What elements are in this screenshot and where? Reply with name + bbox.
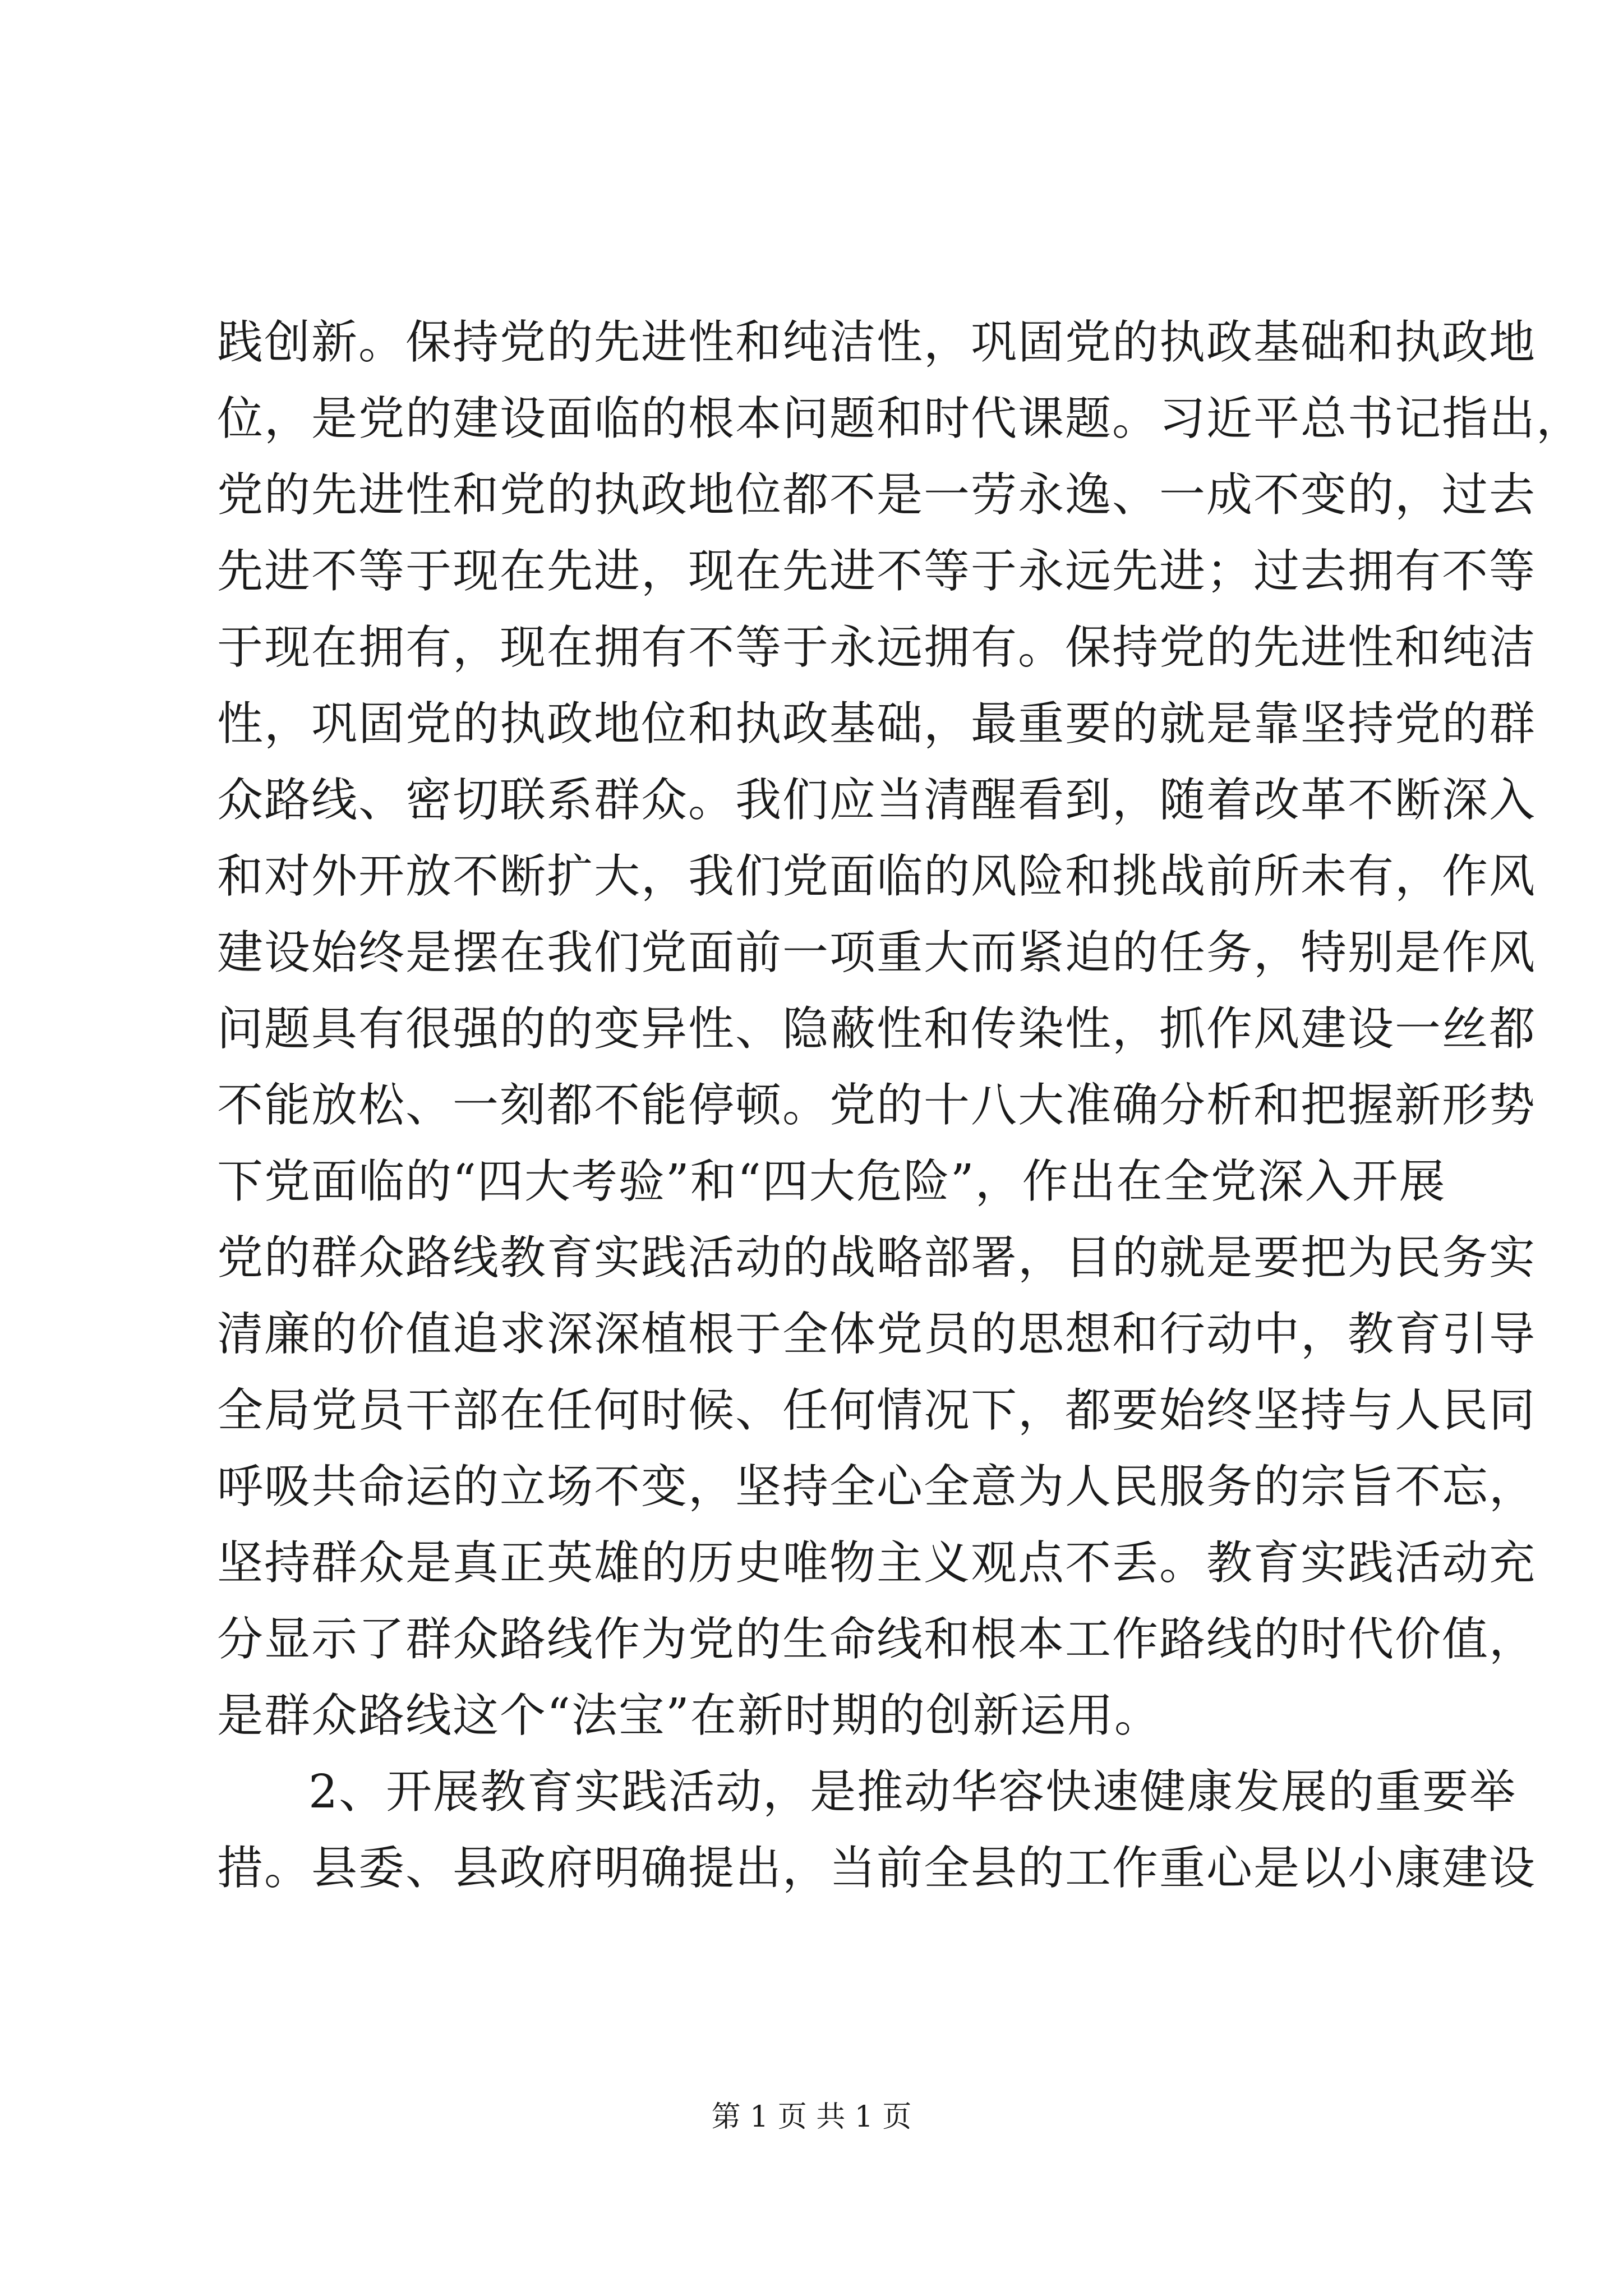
body-line: 先进不等于现在先进，现在先进不等于永远先进；过去拥有不等 [217, 545, 1537, 598]
body-line: 于现在拥有，现在拥有不等于永远拥有。保持党的先进性和纯洁 [217, 621, 1537, 674]
body-line: 坚持群众是真正英雄的历史唯物主义观点不丢。教育实践活动充 [217, 1536, 1537, 1590]
paragraph-start-line: 2、开展教育实践活动，是推动华容快速健康发展的重要举 [308, 1765, 1517, 1819]
body-line: 全局党员干部在任何时候、任何情况下，都要始终坚持与人民同 [217, 1384, 1537, 1437]
body-line: 性，巩固党的执政地位和执政基础，最重要的就是靠坚持党的群 [217, 697, 1537, 751]
body-line: 清廉的价值追求深深植根于全体党员的思想和行动中，教育引导 [217, 1308, 1537, 1361]
body-line: 和对外开放不断扩大，我们党面临的风险和挑战前所未有，作风 [217, 850, 1537, 903]
body-line: 问题具有很强的的变异性、隐蔽性和传染性，抓作风建设一丝都 [217, 1002, 1537, 1056]
body-line: 位，是党的建设面临的根本问题和时代课题。习近平总书记指出， [217, 392, 1584, 445]
body-line: 是群众路线这个“法宝”在新时期的创新运用。 [217, 1689, 1161, 1742]
body-line: 呼吸共命运的立场不变，坚持全心全意为人民服务的宗旨不忘， [217, 1460, 1537, 1513]
body-line: 践创新。保持党的先进性和纯洁性，巩固党的执政基础和执政地 [217, 316, 1537, 369]
body-line: 不能放松、一刻都不能停顿。党的十八大准确分析和把握新形势 [217, 1079, 1537, 1132]
body-line: 措。县委、县政府明确提出，当前全县的工作重心是以小康建设 [217, 1842, 1537, 1895]
body-line: 党的群众路线教育实践活动的战略部署，目的就是要把为民务实 [217, 1231, 1537, 1285]
body-line: 众路线、密切联系群众。我们应当清醒看到，随着改革不断深入 [217, 774, 1537, 827]
body-line: 下党面临的“四大考验”和“四大危险”，作出在全党深入开展 [217, 1155, 1446, 1208]
body-line: 分显示了群众路线作为党的生命线和根本工作路线的时代价值， [217, 1613, 1537, 1666]
body-line: 建设始终是摆在我们党面前一项重大而紧迫的任务，特别是作风 [217, 926, 1537, 979]
page-number-footer: 第 1 页 共 1 页 [711, 2100, 912, 2134]
body-line: 党的先进性和党的执政地位都不是一劳永逸、一成不变的，过去 [217, 468, 1537, 522]
